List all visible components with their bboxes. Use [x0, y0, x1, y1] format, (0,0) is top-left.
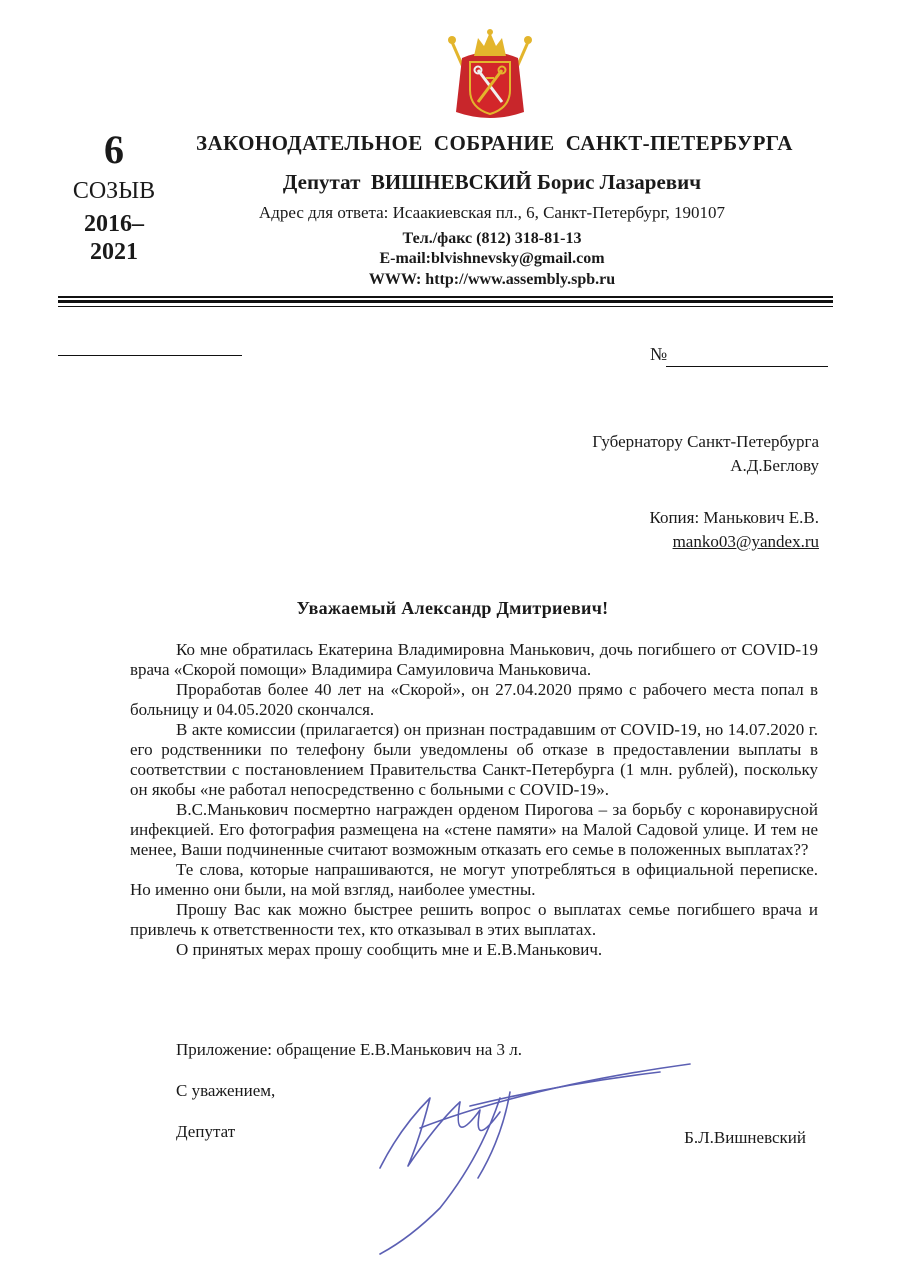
signer-name: Б.Л.Вишневский	[684, 1128, 806, 1147]
convocation-years-start: 2016–	[84, 211, 144, 237]
letter-body	[130, 640, 818, 960]
header-divider-thin	[58, 296, 833, 298]
header-divider-thick	[58, 300, 833, 303]
convocation-years	[66, 210, 162, 266]
body-paragraph: Проработав более 40 лет на «Скорой», он 27.04.2020 прямо с рабочего места попал в больницу и 04.05.2020 скончался.	[130, 680, 818, 719]
body-paragraph: Ко мне обратилась Екатерина Владимировна Манькович, дочь погибшего от COVID-19 врача «Скорой помощи» Владимира Самуиловича Маньковича.	[130, 640, 818, 679]
body-paragraph: Те слова, которые напрашиваются, не могут употребляться в официальной переписке. Но именно они были, на мой взгляд, наиболее уместны.	[130, 860, 818, 899]
addressee-name: А.Д.Беглову	[730, 456, 819, 475]
coat-of-arms-icon	[444, 28, 536, 122]
registration-number	[650, 344, 830, 370]
number-sign: №	[650, 344, 668, 364]
convocation-block	[66, 128, 162, 266]
body-paragraph: В акте комиссии (прилагается) он признан пострадавшим от COVID-19, но 14.07.2020 г. его родственники по телефону были уведомлены об отказе в предоставлении выплаты в соответствии с постановлением Правительства Санкт-Петербурга (1 млн. рублей), поскольку он якобы «не работал непосредственно с больными с COVID-19».	[130, 720, 818, 799]
addressee	[420, 430, 819, 478]
assembly-name: ЗАКОНОДАТЕЛЬНОЕ СОБРАНИЕ САНКТ-ПЕТЕРБУРГА	[196, 131, 793, 155]
contact-email: E-mail:blvishnevsky@gmail.com	[379, 250, 605, 267]
salutation: Уважаемый Александр Дмитриевич!	[296, 598, 609, 618]
convocation-word: СОЗЫВ	[72, 178, 156, 204]
date-blank-line	[58, 355, 242, 356]
convocation-number: 6	[104, 127, 124, 172]
website: WWW: http://www.assembly.spb.ru	[368, 271, 616, 288]
header-divider-hairline	[58, 306, 833, 307]
number-blank-line	[666, 366, 828, 367]
phone-fax: Тел./факс (812) 318-81-13	[402, 230, 582, 247]
body-paragraph: В.С.Манькович посмертно награжден орденом Пирогова – за борьбу с коронавирусной инфекцией. Его фотография размещена на «стене памяти» на Малой Садовой улице. И тем не менее, Ваши подчиненные считают возможным отказать его семье в положенных выплатах??	[130, 800, 818, 859]
copy-label: Копия: Манькович Е.В.	[649, 508, 819, 527]
deputy-name: Депутат ВИШНЕВСКИЙ Борис Лазаревич	[282, 170, 702, 194]
attachment-note: Приложение: обращение Е.В.Манькович на 3 л.	[176, 1040, 522, 1059]
body-paragraph: О принятых мерах прошу сообщить мне и Е.В.Манькович.	[176, 940, 603, 959]
copy-recipient	[420, 506, 819, 554]
signer-position: Депутат	[176, 1122, 236, 1141]
handwritten-signature	[360, 1058, 700, 1258]
closing-regards: С уважением,	[176, 1081, 276, 1100]
body-paragraph: Прошу Вас как можно быстрее решить вопрос о выплатах семье погибшего врача и привлечь к ответственности тех, кто отказывал в этих выплатах.	[130, 900, 818, 939]
addressee-position: Губернатору Санкт-Петербурга	[592, 432, 819, 451]
reply-address: Адрес для ответа: Исаакиевская пл., 6, Санкт-Петербург, 190107	[258, 203, 726, 222]
convocation-years-end: 2021	[90, 239, 138, 265]
copy-email-link[interactable]: manko03@yandex.ru	[672, 532, 819, 551]
